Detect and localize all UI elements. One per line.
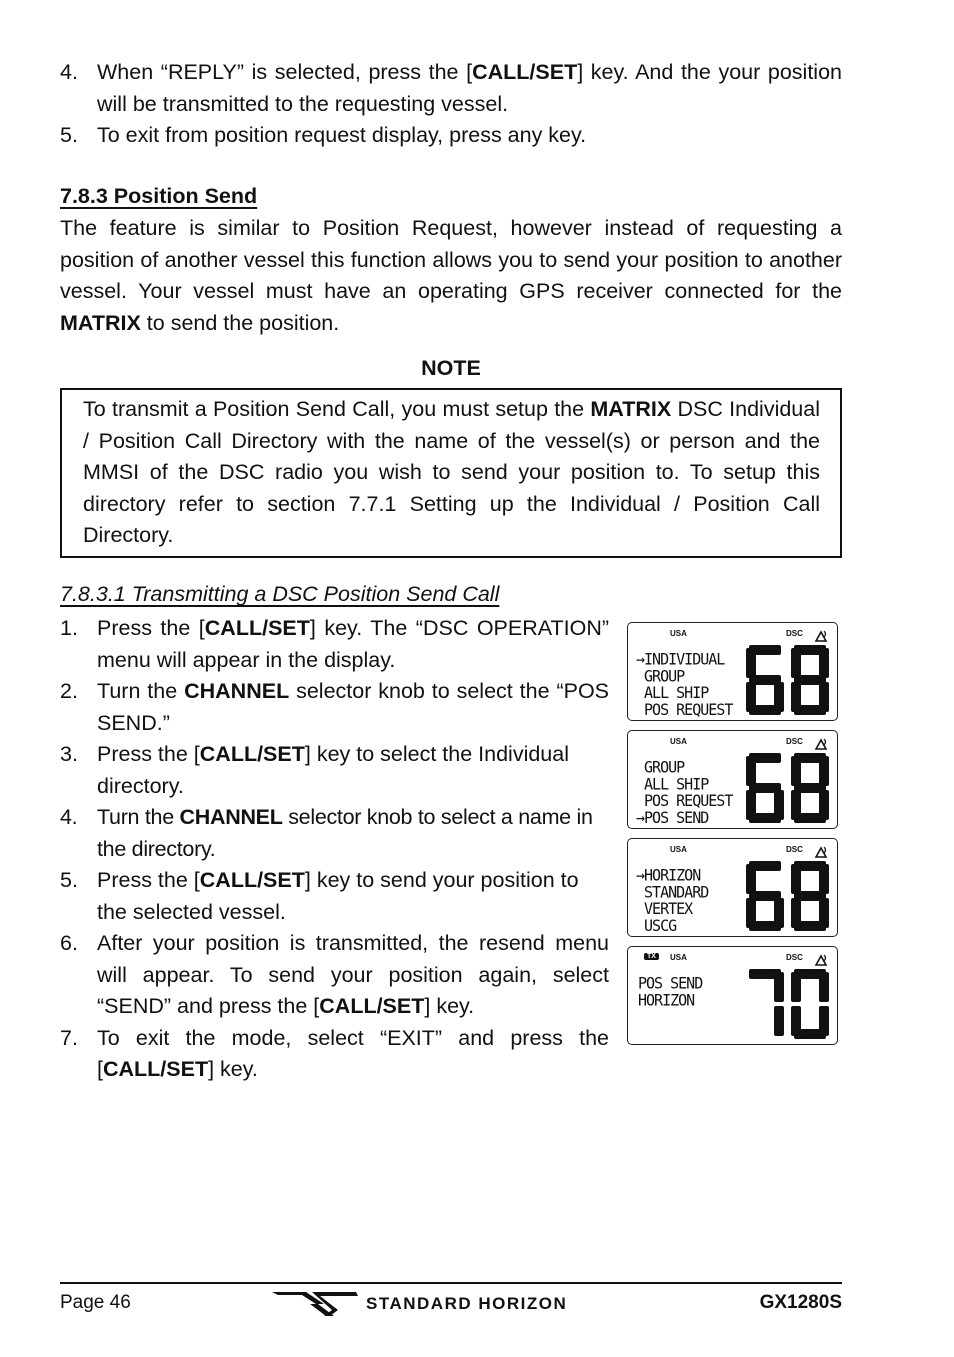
dsc-label: DSC [786,845,803,854]
page-number: Page 46 [60,1292,131,1313]
lcd-display [627,622,838,721]
digit-segment [746,756,756,786]
digit-segment [791,682,801,712]
lcd-menu: GROUP ALL SHIP POS REQUEST →POS SEND [636,757,733,828]
brand-logo [272,1290,632,1318]
top-steps-list [60,57,842,152]
lcd-display [627,946,838,1045]
section-heading: 7.8.3 Position Send [60,184,258,208]
step-number: 5. [60,123,78,147]
digit-segment [746,864,756,894]
usa-label: USA [670,629,687,638]
digit-segment [774,898,784,928]
list-item: 7. To exit the mode, select “EXIT” and press the [CALL/SET] key. [60,1025,609,1081]
digit-segment [774,1006,784,1036]
dsc-label: DSC [786,629,803,638]
dsc-label: DSC [786,953,803,962]
digit-segment [746,648,756,678]
step-number: 4. [60,60,78,84]
lcd-menu: POS SEND HORIZON [638,973,703,1010]
lcd-display [627,730,838,829]
channel-digits [746,645,830,717]
digit-segment [819,864,829,894]
brand-mark-icon [272,1290,362,1318]
digit-segment [791,1006,801,1036]
lcd-menu: →INDIVIDUAL GROUP ALL SHIP POS REQUEST [636,649,733,720]
digit-segment [791,790,801,820]
usa-label: USA [670,953,687,962]
digit-segment [794,891,826,901]
digit-segment [794,783,826,793]
digit-segment [819,756,829,786]
digit-segment [794,675,826,685]
list-item: 1. Press the [CALL/SET] key. The “DSC OPERATION” menu will appear in the display. [60,616,610,672]
tx-badge: TX [644,953,659,960]
section-intro: The feature is similar to Position Request, however instead of requesting a position of another vessel this function allows you to send your position to another vessel. Your vessel must have an operating GPS receiver connected for the MATRIX to send the position. [60,216,842,335]
channel-digits [746,969,830,1041]
list-item: 4. When “REPLY” is selected, press the [CALL/SET] key. And the your position will be transmitted to the requesting vessel. [60,57,842,120]
list-item: 2. Turn the CHANNEL selector knob to select the “POS SEND.” [60,679,610,735]
digit-segment [819,972,829,1002]
brand-name: STANDARD HORIZON [366,1294,568,1313]
list-item: 3. Press the [CALL/SET] key to select the Individual directory. [60,742,569,798]
usa-label: USA [670,845,687,854]
digit-segment [774,790,784,820]
digit-segment [791,898,801,928]
digit-segment [774,682,784,712]
digit-segment [819,648,829,678]
digit-segment [791,648,801,678]
subsection-steps-list [60,613,609,1086]
list-item: 5. Press the [CALL/SET] key to send your position to the selected vessel. [60,868,579,924]
usa-label: USA [670,737,687,746]
channel-digits [746,861,830,933]
note-label: NOTE [421,356,481,380]
digit-segment [791,972,801,1002]
lcd-menu: →HORIZON STANDARD VERTEX USCG [636,865,709,936]
dsc-label: DSC [786,737,803,746]
digit-segment [791,756,801,786]
list-item: 6. After your position is transmitted, the resend menu will appear. To send your position again, select “SEND” and press the [CALL/SET] key. [60,931,609,1018]
subsection-heading: 7.8.3.1 Transmitting a DSC Position Send Call [60,582,500,606]
digit-segment [774,972,784,1002]
note-box [60,388,842,558]
channel-digits [746,753,830,825]
digit-segment [791,864,801,894]
note-text: To transmit a Position Send Call, you must setup the MATRIX DSC Individual / Position Call Directory with the name of the vessel(s) or person and the MMSI of the DSC radio you wish to send your position to. To setup this directory refer to section 7.7.1 Setting up the Individual / Position Call Directory. [83,397,820,547]
list-item: 5. To exit from position request display, press any key. [60,120,842,152]
list-item: 4. Turn the CHANNEL selector knob to select a name in the directory. [60,805,593,861]
signal-icon [813,737,829,751]
signal-icon [813,629,829,643]
model-number: GX1280S [759,1292,842,1313]
signal-icon [813,953,829,967]
signal-icon [813,845,829,859]
lcd-display [627,838,838,937]
footer-rule [60,1282,842,1284]
